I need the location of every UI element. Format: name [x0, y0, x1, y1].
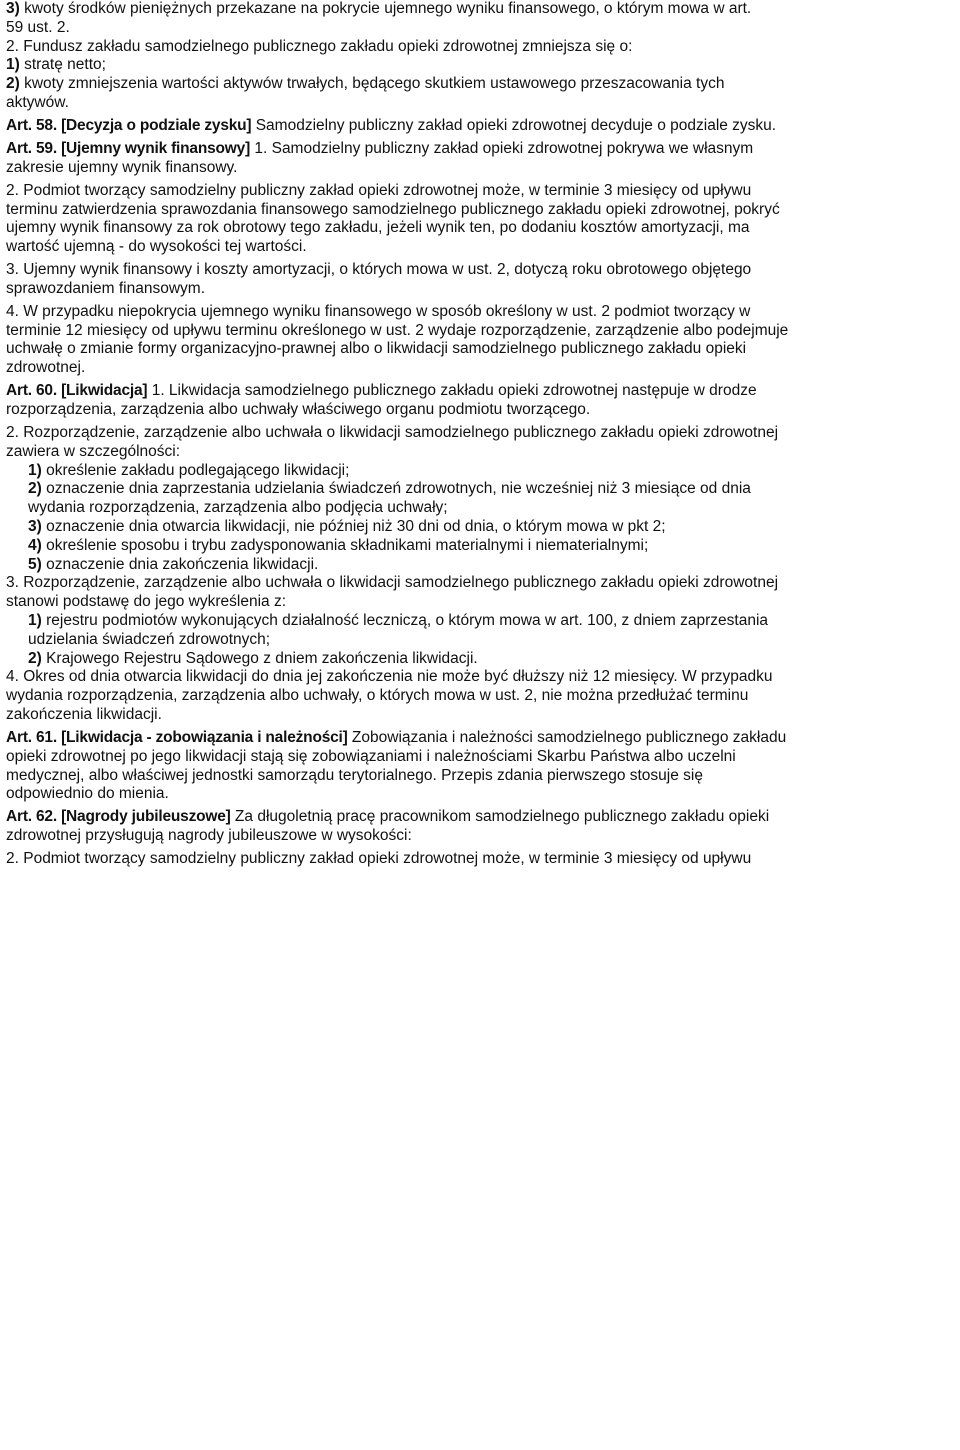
text-line: [6, 401, 954, 420]
text-line: [6, 593, 954, 612]
text-line: [6, 159, 954, 178]
text-line: [6, 443, 954, 462]
text-segment: wydania rozporządzenia, zarządzenia albo podjęcia uchwały;: [28, 499, 448, 517]
text-segment: udzielania świadczeń zdrowotnych;: [28, 630, 271, 648]
text-line: [6, 140, 954, 159]
text-line: [6, 748, 954, 767]
text-segment: terminie 12 miesięcy od upływu terminu określonego w ust. 2 wydaje rozporządzenie, zarządzenie albo podejmuje: [6, 321, 789, 339]
text-segment: 59 ust. 2.: [6, 18, 70, 36]
text-segment: rozporządzenia, zarządzenia albo uchwały właściwego organu podmiotu tworzącego.: [6, 401, 591, 419]
text-segment: 3. Rozporządzenie, zarządzenie albo uchwała o likwidacji samodzielnego publicznego zakładu opieki zdrowotnej: [6, 574, 779, 592]
text-line: [6, 56, 954, 75]
article-heading: [Likwidacja]: [61, 382, 148, 400]
text-line: [6, 706, 954, 725]
text-line: [6, 424, 954, 443]
article-heading: [Nagrody jubileuszowe]: [61, 808, 231, 826]
text-segment: zakończenia likwidacji.: [6, 706, 162, 723]
text-line: [6, 75, 954, 94]
text-segment: 1. Samodzielny publiczny zakład opieki zdrowotnej pokrywa we własnym: [250, 139, 754, 157]
text-line: [6, 19, 954, 38]
text-segment: oznaczenie dnia zaprzestania udzielania świadczeń zdrowotnych, nie wcześniej niż 3 miesiące od dnia: [46, 480, 751, 498]
text-line: [6, 518, 954, 537]
text-line: [6, 238, 954, 257]
text-line: [6, 322, 954, 341]
text-line: [6, 382, 954, 401]
text-line: [6, 117, 954, 136]
text-segment: odpowiednio do mienia.: [6, 785, 169, 803]
text-segment: wydania rozporządzenia, zarządzenia albo uchwały, o których mowa w ust. 2, nie można przedłużać terminu: [6, 687, 749, 705]
text-segment: 4. Okres od dnia otwarcia likwidacji do dnia jej zakończenia nie może być dłuższy niż 12 miesięcy. W przypadku: [6, 668, 773, 686]
text-segment: ujemny wynik finansowy za rok obrotowy tego zakładu, jeżeli wynik ten, po dodaniu kosztów amortyzacji, ma: [6, 219, 750, 237]
text-line: [6, 340, 954, 359]
text-line: [6, 280, 954, 299]
text-segment: kwoty środków pieniężnych przekazane na pokrycie ujemnego wyniku finansowego, o którym mowa w art.: [24, 0, 752, 17]
text-segment: rejestru podmiotów wykonujących działalność leczniczą, o którym mowa w art. 100, z dniem zaprzestania: [46, 612, 769, 630]
text-segment: 1. Likwidacja samodzielnego publicznego zakładu opieki zdrowotnej następuje w drodze: [147, 382, 757, 400]
text-line: [6, 0, 954, 19]
article-heading: [Ujemny wynik finansowy]: [61, 139, 251, 157]
text-line: [6, 38, 954, 57]
list-marker: 4): [28, 536, 47, 554]
text-line: [6, 767, 954, 786]
text-line: [6, 94, 954, 113]
text-line: [6, 729, 954, 748]
text-line: [6, 303, 954, 322]
text-line: [6, 201, 954, 220]
text-segment: Samodzielny publiczny zakład opieki zdrowotnej decyduje o podziale zysku.: [251, 116, 777, 134]
text-segment: terminu zatwierdzenia sprawozdania finansowego samodzielnego publicznego zakładu opieki zdrowotnej, pokryć: [6, 200, 780, 218]
list-marker: 3): [28, 518, 47, 536]
text-segment: zawiera w szczególności:: [6, 442, 181, 460]
text-line: [6, 499, 954, 518]
text-segment: aktywów.: [6, 93, 69, 111]
text-segment: zakresie ujemny wynik finansowy.: [6, 158, 238, 176]
text-segment: wartość ujemną - do wysokości tej wartości.: [6, 238, 307, 256]
text-line: [6, 480, 954, 499]
text-segment: oznaczenie dnia zakończenia likwidacji.: [46, 555, 319, 573]
article-heading: Art. 62.: [6, 808, 62, 826]
text-line: [6, 827, 954, 846]
text-segment: stanowi podstawę do jego wykreślenia z:: [6, 593, 287, 611]
text-segment: 2. Podmiot tworzący samodzielny publiczny zakład opieki zdrowotnej może, w terminie 3 miesięcy od upływu: [6, 850, 752, 868]
text-segment: medycznej, albo właściwej jednostki samorządu terytorialnego. Przepis zdania pierwszego stosuje się: [6, 766, 703, 784]
text-segment: 2. Rozporządzenie, zarządzenie albo uchwała o likwidacji samodzielnego publicznego zakładu opieki zdrowotnej: [6, 424, 779, 442]
text-line: [6, 261, 954, 280]
text-segment: 2. Fundusz zakładu samodzielnego publicznego zakładu opieki zdrowotnej zmniejsza się o:: [6, 37, 633, 55]
text-segment: zdrowotnej.: [6, 359, 86, 377]
list-marker: 2): [28, 480, 47, 498]
text-line: [6, 359, 954, 378]
text-line: [6, 850, 954, 869]
list-marker: 3): [6, 0, 25, 17]
list-marker: 1): [28, 612, 47, 630]
text-segment: określenie sposobu i trybu zadysponowania składnikami materialnymi i niematerialnymi;: [46, 536, 649, 554]
text-line: [6, 612, 954, 631]
text-line: [6, 219, 954, 238]
list-marker: 1): [6, 56, 25, 74]
list-marker: 5): [28, 555, 47, 573]
text-segment: opieki zdrowotnej po jego likwidacji stają się zobowiązaniami i należnościami Skarbu Państwa albo uczelni: [6, 747, 736, 765]
text-segment: sprawozdaniem finansowym.: [6, 279, 206, 297]
text-line: [6, 182, 954, 201]
article-heading: Art. 59.: [6, 139, 62, 157]
text-segment: stratę netto;: [24, 56, 106, 74]
article-heading: Art. 60.: [6, 382, 62, 400]
text-segment: Zobowiązania i należności samodzielnego publicznego zakładu: [347, 728, 787, 746]
text-line: [6, 462, 954, 481]
article-heading: [Decyzja o podziale zysku]: [61, 116, 252, 134]
text-segment: 4. W przypadku niepokrycia ujemnego wyniku finansowego w sposób określony w ust. 2 podmiot tworzący w: [6, 302, 751, 320]
text-segment: oznaczenie dnia otwarcia likwidacji, nie później niż 30 dni od dnia, o którym mowa w pkt 2;: [46, 518, 666, 536]
text-line: [6, 631, 954, 650]
text-segment: 2. Podmiot tworzący samodzielny publiczny zakład opieki zdrowotnej może, w terminie 3 miesięcy od upływu: [6, 181, 752, 199]
list-marker: 1): [28, 461, 47, 479]
text-segment: Za długoletnią pracę pracownikom samodzielnego publicznego zakładu opieki: [230, 808, 770, 826]
text-segment: zdrowotnej przysługują nagrody jubileuszowe w wysokości:: [6, 827, 412, 845]
article-heading: [Likwidacja - zobowiązania i należności]: [61, 728, 348, 746]
text-line: [6, 650, 954, 669]
list-marker: 2): [6, 75, 25, 93]
text-line: [6, 687, 954, 706]
text-line: [6, 785, 954, 804]
text-line: [6, 668, 954, 687]
text-line: [6, 537, 954, 556]
text-segment: określenie zakładu podlegającego likwidacji;: [46, 461, 350, 479]
article-heading: Art. 58.: [6, 116, 62, 134]
list-marker: 2): [28, 649, 47, 667]
text-segment: Krajowego Rejestru Sądowego z dniem zakończenia likwidacji.: [46, 649, 478, 667]
text-line: [6, 574, 954, 593]
text-segment: kwoty zmniejszenia wartości aktywów trwałych, będącego skutkiem ustawowego przeszacowania tych: [24, 75, 725, 93]
text-segment: uchwałę o zmianie formy organizacyjno-prawnej albo o likwidacji samodzielnego publicznego zakładu opieki: [6, 340, 747, 358]
article-heading: Art. 61.: [6, 728, 62, 746]
text-line: [6, 556, 954, 575]
text-segment: 3. Ujemny wynik finansowy i koszty amortyzacji, o których mowa w ust. 2, dotyczą roku obrotowego objętego: [6, 261, 752, 279]
text-line: [6, 808, 954, 827]
